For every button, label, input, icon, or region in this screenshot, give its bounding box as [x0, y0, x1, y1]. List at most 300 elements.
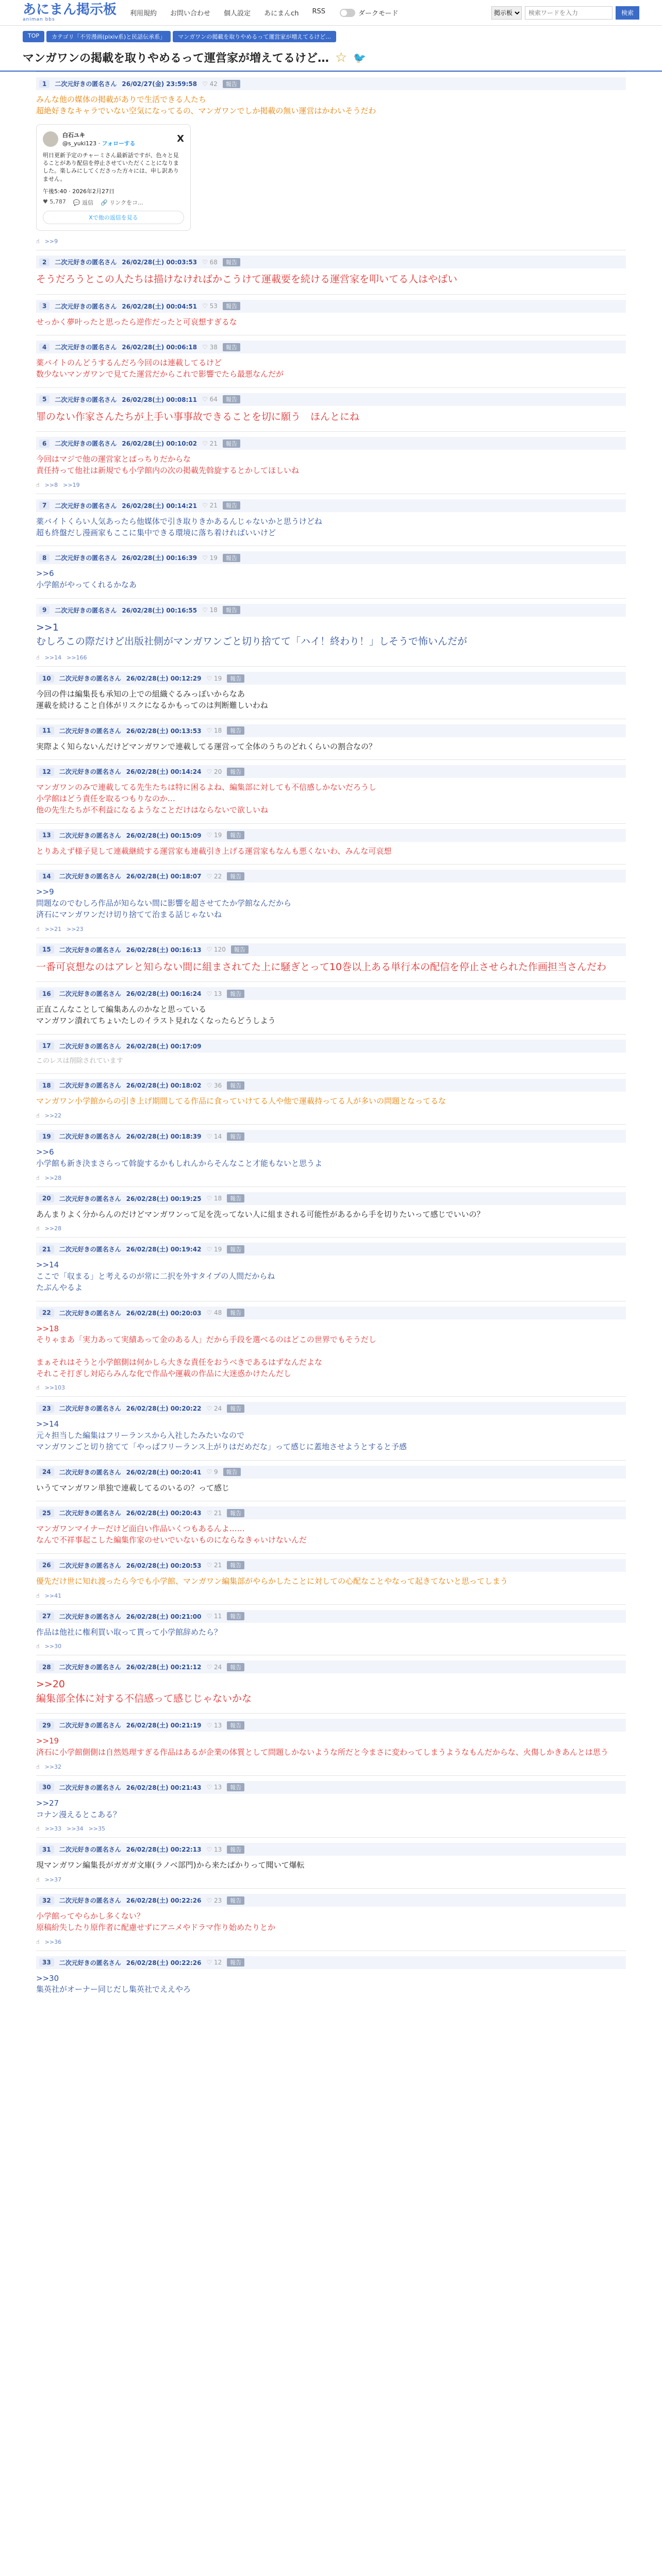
like-number: 36 [214, 1081, 222, 1089]
post-date: 26/02/28(土) 00:22:13 [126, 1846, 202, 1854]
like-count[interactable] [206, 1613, 222, 1620]
post-line[interactable]: >>27 [36, 1798, 59, 1808]
poster-name: 二次元好きの匿名さん [55, 344, 117, 351]
post-date: 26/02/28(土) 00:19:42 [126, 1246, 202, 1253]
heart-icon[interactable]: ♥ [43, 198, 50, 206]
reply-hand-icon: ☝ [36, 1763, 40, 1770]
reply-link[interactable]: >>22 [44, 1112, 62, 1120]
report-button[interactable]: 報告 [223, 302, 240, 310]
heart-icon[interactable]: ♡ [202, 554, 210, 562]
breadcrumb-top[interactable]: TOP [23, 31, 44, 42]
like-number: 21 [214, 1509, 222, 1517]
breadcrumb-category[interactable]: カテゴリ「不労漫画(pixiv系)と民話伝承系」 [46, 31, 171, 42]
post-line: 今回の件は編集長も承知の上での組織ぐるみっぽいからなあ [36, 689, 245, 699]
post-number[interactable]: 4 [39, 343, 49, 351]
like-count[interactable] [202, 80, 218, 88]
poster-name: 二次元好きの匿名さん [55, 80, 117, 88]
report-button[interactable]: 報告 [227, 990, 244, 998]
post-body [36, 617, 626, 651]
report-button[interactable]: 報告 [227, 1612, 244, 1620]
heart-icon[interactable]: ♡ [206, 832, 214, 839]
heart-icon[interactable]: ♡ [202, 258, 210, 266]
post-date: 26/02/28(土) 00:20:53 [126, 1562, 202, 1569]
poster-name: 二次元好きの匿名さん [55, 554, 117, 562]
heart-icon[interactable]: ♡ [206, 1245, 214, 1253]
post-header [36, 1243, 626, 1256]
tweet-reply[interactable] [73, 198, 93, 207]
post-number[interactable]: 14 [39, 872, 54, 880]
post-line: 一番可哀想なのはアレと知らない間に組まされてた上に騒ぎとって10巻以上ある単行本の配信を停止させられた作画担当さんだわ [36, 961, 607, 973]
nav-contact[interactable]: お問い合わせ [170, 10, 211, 18]
heart-icon[interactable]: ♡ [206, 1562, 214, 1569]
tweet-name: 白石ユキ [62, 131, 85, 139]
reply-link[interactable]: >>32 [44, 1763, 62, 1770]
post-number[interactable]: 16 [39, 990, 54, 998]
report-button[interactable]: 報告 [223, 554, 240, 562]
poster-name: 二次元好きの匿名さん [55, 396, 117, 403]
tweet-time[interactable]: 午後5:40 · 2026年2月27日 [43, 188, 115, 195]
post-body [36, 353, 626, 382]
post-number[interactable]: 7 [39, 501, 49, 510]
post-line: せっかく夢叶ったと思ったら逆作だったと可哀想すぎるな [36, 317, 237, 327]
breadcrumb-thread[interactable]: マンガワンの掲載を取りやめるって運営家が増えてるけど… [173, 31, 336, 42]
report-button[interactable]: 報告 [223, 501, 240, 510]
poster-name: 二次元好きの匿名さん [55, 259, 117, 266]
reply-link[interactable]: >>41 [44, 1592, 62, 1599]
reply-link[interactable]: >>28 [44, 1225, 62, 1232]
post-header [36, 1894, 626, 1907]
report-button[interactable]: 報告 [231, 945, 249, 954]
post-line: マンガワン潰れてちょいたしのイラスト見れなくなったらどうしよう [36, 1015, 276, 1025]
reply-link[interactable]: >>14 [44, 654, 62, 661]
post-date: 26/02/28(土) 00:21:43 [126, 1784, 202, 1791]
post [36, 1237, 626, 1300]
tweet-copy[interactable] [101, 198, 143, 207]
post [36, 1301, 626, 1397]
post-header [36, 256, 626, 268]
reply-links [36, 479, 626, 488]
post-number[interactable]: 18 [39, 1081, 54, 1090]
post [36, 546, 626, 598]
post-body [36, 685, 626, 714]
post-line[interactable]: >>1 [36, 621, 59, 633]
report-button[interactable]: 報告 [227, 1663, 244, 1671]
post [36, 1501, 626, 1553]
report-button[interactable]: 報告 [223, 258, 240, 266]
post-line[interactable]: >>6 [36, 569, 54, 579]
report-button[interactable]: 報告 [227, 1845, 244, 1854]
post-date: 26/02/27(金) 23:59:58 [122, 80, 197, 88]
like-number: 18 [209, 606, 218, 614]
post-body [36, 1856, 626, 1873]
like-count[interactable] [202, 554, 218, 562]
embedded-tweet[interactable] [36, 124, 191, 231]
report-button[interactable]: 報告 [227, 768, 244, 776]
like-count[interactable] [202, 302, 218, 310]
like-count[interactable] [206, 1722, 222, 1729]
post-line [36, 1346, 626, 1357]
like-count[interactable] [206, 1784, 222, 1791]
heart-icon[interactable]: ♡ [206, 674, 214, 682]
like-number: 13 [214, 1845, 222, 1853]
heart-icon[interactable]: ♡ [206, 872, 214, 880]
post [36, 719, 626, 760]
heart-icon[interactable]: ♡ [206, 1845, 214, 1853]
like-count[interactable] [206, 1246, 222, 1253]
post-line: あんまりよく分からんのだけどマンガワンって足を洗ってない人に組まされる可能性があるから手を切りたいって感じでいいの？ [36, 1209, 485, 1219]
heart-icon[interactable]: ♡ [206, 1081, 214, 1089]
post-number[interactable]: 9 [39, 606, 49, 614]
link-icon[interactable]: 🔗 [101, 199, 110, 207]
like-count[interactable] [206, 1309, 222, 1316]
post-number[interactable]: 22 [39, 1309, 54, 1317]
like-count[interactable] [206, 1468, 218, 1476]
post-date: 26/02/28(土) 00:14:24 [126, 768, 202, 776]
reply-link[interactable]: >>9 [44, 238, 58, 245]
nav-settings[interactable]: 個人設定 [224, 10, 251, 18]
like-count[interactable] [206, 1133, 222, 1140]
like-count[interactable] [202, 344, 218, 351]
tweet-like[interactable] [43, 198, 66, 207]
reply-link[interactable]: >>8 [44, 481, 58, 488]
report-button[interactable]: 報告 [227, 872, 244, 880]
reply-links [36, 1589, 626, 1599]
like-count[interactable] [206, 1562, 222, 1569]
reply-link[interactable]: >>21 [44, 925, 62, 933]
post-date: 26/02/28(土) 00:10:02 [122, 440, 197, 448]
report-button[interactable]: 報告 [227, 831, 244, 839]
twitter-share-icon[interactable]: 🐦 [353, 51, 367, 64]
post-line: このレスは削除されています [36, 1057, 123, 1065]
report-button[interactable]: 報告 [227, 1958, 244, 1967]
like-count[interactable] [206, 1846, 222, 1853]
post-number[interactable]: 33 [39, 1958, 54, 1967]
avatar[interactable] [43, 131, 58, 147]
like-count[interactable] [206, 1195, 222, 1202]
post-line[interactable]: >>20 [36, 1679, 65, 1690]
post-line[interactable]: >>14 [36, 1260, 59, 1270]
report-button[interactable]: 報告 [227, 1081, 244, 1090]
like-number: 18 [214, 727, 222, 734]
post-body [36, 1673, 626, 1708]
post-number[interactable]: 15 [39, 945, 54, 954]
like-count[interactable] [206, 873, 222, 880]
post-date: 26/02/28(土) 00:15:09 [126, 832, 202, 839]
post-body [36, 1969, 626, 1998]
post-header [36, 1559, 626, 1572]
like-number: 53 [209, 302, 218, 310]
post-line[interactable]: >>18 [36, 1324, 59, 1333]
post-line: 済石にマンガワンだけ切り捨てて治まる話じゃないね [36, 909, 222, 919]
post-header [36, 1192, 626, 1205]
report-button[interactable]: 報告 [227, 1132, 244, 1141]
heart-icon[interactable]: ♡ [206, 990, 214, 997]
post-number[interactable]: 21 [39, 1245, 54, 1253]
post-number[interactable]: 30 [39, 1783, 54, 1791]
like-number: 14 [214, 1132, 222, 1140]
reply-link[interactable]: >>103 [44, 1384, 65, 1392]
post [36, 1951, 626, 2003]
like-count[interactable] [202, 502, 218, 509]
like-count[interactable] [206, 727, 222, 734]
post-header [36, 341, 626, 353]
favorite-star-icon[interactable]: ☆ [335, 49, 347, 65]
heart-icon[interactable]: ♡ [206, 1404, 214, 1412]
post-number[interactable]: 1 [39, 80, 49, 88]
reply-link[interactable]: >>36 [44, 1938, 62, 1945]
post-number[interactable]: 3 [39, 302, 49, 310]
post-body [36, 268, 626, 289]
reply-link[interactable]: >>30 [44, 1643, 62, 1650]
heart-icon[interactable]: ♡ [206, 768, 214, 775]
post-date: 26/02/28(土) 00:21:19 [126, 1722, 202, 1730]
reply-link[interactable]: >>34 [67, 1825, 84, 1833]
post-header [36, 1660, 626, 1673]
like-count[interactable] [206, 832, 222, 839]
like-number: 64 [209, 396, 218, 403]
heart-icon[interactable]: ♡ [202, 439, 210, 447]
post-number[interactable]: 26 [39, 1561, 54, 1569]
heart-icon[interactable]: ♡ [202, 502, 210, 510]
like-count[interactable] [206, 1405, 222, 1412]
post-line: ここで「収まる」と考えるのが常に二択を外すタイプの人間だからね [36, 1272, 275, 1281]
nav-terms[interactable]: 利用規約 [130, 10, 157, 18]
search-scope-select[interactable] [491, 6, 522, 20]
heart-icon[interactable]: ♡ [206, 1309, 214, 1317]
reply-link[interactable]: >>28 [44, 1174, 62, 1181]
post [36, 1460, 626, 1501]
heart-icon[interactable]: ♡ [202, 343, 210, 351]
post-number[interactable]: 27 [39, 1612, 54, 1620]
post-header [36, 393, 626, 406]
like-number: 11 [214, 1613, 222, 1620]
like-count[interactable] [202, 606, 218, 614]
post [36, 938, 626, 982]
like-number: 21 [209, 439, 218, 447]
post-line: 優先だけ世に知れ渡ったら今でも小学館、マンガワン編集部がやらかしたことに対しての心配なことやなって起きてないと思ってしまう [36, 1576, 508, 1586]
search-input[interactable] [525, 6, 613, 20]
like-number: 68 [209, 258, 218, 266]
report-button[interactable]: 報告 [227, 1721, 244, 1730]
reply-link[interactable]: >>19 [63, 481, 80, 488]
post-line: 他の先生たちが不利益になるようなことだけはならないで欲しいね [36, 805, 269, 815]
post [36, 1187, 626, 1238]
reply-hand-icon: ☝ [36, 1938, 40, 1945]
post-line: いうてマンガワン単独で連載してるのいるの？って感じ [36, 1483, 230, 1493]
heart-icon[interactable]: ♡ [202, 80, 210, 88]
post-number[interactable]: 19 [39, 1132, 54, 1141]
x-logo-icon[interactable]: X [177, 133, 184, 144]
more-replies-button[interactable]: Xで他の返信を見る [43, 211, 184, 224]
heart-icon[interactable]: ♡ [202, 396, 210, 403]
post-line: むしろこの際だけど出版社側がマンガワンごと切り捨てて「ハイ！終わり！」しそうで怖いんだが [36, 636, 468, 648]
post-line: 超絶好きなキャラでいない空気になってるの、マンガワンでしか掲載の無い運営はかわいそうだわ [36, 106, 376, 115]
reply-link[interactable]: >>35 [88, 1825, 106, 1833]
post-number[interactable]: 12 [39, 768, 54, 776]
report-button[interactable]: 報告 [227, 726, 244, 735]
like-count[interactable] [206, 1082, 222, 1089]
follow-button[interactable]: フォローする [102, 140, 136, 147]
post-body [36, 1143, 626, 1172]
post-body [36, 406, 626, 427]
heart-icon[interactable]: ♡ [202, 606, 210, 614]
post-line: 実際よく知らないんだけどマンガワンで連載してる運営って全体のうちのどれくらいの割合なの？ [36, 741, 377, 751]
report-button[interactable]: 報告 [227, 1896, 244, 1905]
like-count[interactable] [206, 946, 225, 953]
reply-link[interactable]: >>166 [67, 654, 87, 661]
post-line: 正直こんなことして編集あんのかなと思っている [36, 1005, 207, 1014]
post-line[interactable]: >>19 [36, 1736, 59, 1746]
dark-mode-label: ダークモード [358, 10, 399, 18]
heart-icon[interactable]: ♡ [206, 1195, 214, 1202]
post-number[interactable]: 17 [39, 1042, 54, 1050]
post-line[interactable]: >>9 [36, 887, 54, 897]
like-count[interactable] [206, 1959, 222, 1966]
like-count[interactable] [206, 990, 222, 997]
heart-icon[interactable]: ♡ [206, 1613, 214, 1620]
reply-links [36, 1109, 626, 1119]
post-line: みんな他の媒体の掲載がありで生活できる人たち [36, 95, 207, 104]
poster-name: 二次元好きの匿名さん [59, 1562, 121, 1569]
post-date: 26/02/28(土) 00:14:21 [122, 502, 197, 510]
site-logo[interactable] [23, 3, 117, 22]
heart-icon[interactable]: ♡ [206, 1721, 214, 1729]
heart-icon[interactable]: ♡ [206, 1132, 214, 1140]
report-button[interactable]: 報告 [223, 439, 240, 448]
report-button[interactable]: 報告 [223, 80, 240, 88]
poster-name: 二次元好きの匿名さん [55, 606, 117, 614]
report-button[interactable]: 報告 [227, 1245, 244, 1253]
like-number: 38 [209, 343, 218, 351]
poster-name: 二次元好きの匿名さん [59, 873, 121, 880]
like-count[interactable] [202, 259, 218, 266]
post-number[interactable]: 13 [39, 831, 54, 839]
post-line[interactable]: >>14 [36, 1419, 59, 1429]
post-header [36, 1466, 626, 1479]
reply-hand-icon: ☝ [36, 1825, 40, 1833]
report-button[interactable]: 報告 [227, 1561, 244, 1569]
reply-link[interactable]: >>37 [44, 1876, 62, 1884]
reply-hand-icon: ☝ [36, 1384, 40, 1392]
like-count[interactable] [206, 1664, 222, 1671]
heart-icon[interactable]: ♡ [206, 727, 214, 734]
nav-rss[interactable]: RSS [312, 8, 325, 15]
dark-mode-toggle[interactable] [340, 8, 398, 18]
post [36, 1073, 626, 1124]
post-number[interactable]: 31 [39, 1845, 54, 1854]
post-body [36, 842, 626, 859]
post-line: 小学館がやってくれるかなあ [36, 580, 137, 590]
post-header [36, 672, 626, 685]
reply-link[interactable]: >>23 [67, 925, 84, 933]
report-button[interactable]: 報告 [227, 1509, 244, 1517]
post-line[interactable]: >>30 [36, 1973, 59, 1983]
report-button[interactable]: 報告 [223, 343, 240, 351]
poster-name: 二次元好きの匿名さん [59, 946, 121, 954]
post-number[interactable]: 5 [39, 395, 49, 403]
heart-icon[interactable]: ♡ [206, 946, 214, 953]
report-button[interactable]: 報告 [227, 1309, 244, 1317]
post-header [36, 300, 626, 313]
poster-name: 二次元好きの匿名さん [59, 1722, 121, 1730]
reply-links [36, 1936, 626, 1945]
post-number[interactable]: 6 [39, 439, 49, 448]
report-button[interactable]: 報告 [227, 674, 244, 683]
post-number[interactable]: 2 [39, 258, 49, 266]
post-line: そうだろうとこの人たちは描けなければかこうけて運載要を続ける運営家を叩いてる人はやばい [36, 274, 458, 285]
toggle-switch-icon[interactable] [340, 9, 355, 17]
post-number[interactable]: 29 [39, 1721, 54, 1730]
post [36, 1553, 626, 1604]
reply-icon[interactable]: 💬 [73, 199, 82, 207]
post-line: それこそ打ぎし対応らみんな化で作品や運載の作品に大迷惑かけたんだし [36, 1368, 292, 1378]
search-button[interactable]: 検索 [616, 6, 639, 20]
post-line[interactable]: >>6 [36, 1147, 54, 1157]
heart-icon[interactable]: ♡ [206, 1509, 214, 1517]
post-line: コナン漫えるとこある？ [36, 1809, 121, 1819]
report-button[interactable]: 報告 [223, 606, 240, 614]
reply-link[interactable]: >>33 [44, 1825, 62, 1833]
report-button[interactable]: 報告 [227, 1194, 244, 1202]
report-button[interactable]: 報告 [227, 1404, 244, 1413]
report-button[interactable]: 報告 [223, 395, 240, 403]
post-date: 26/02/28(土) 00:08:11 [122, 396, 197, 403]
post-number[interactable]: 23 [39, 1404, 54, 1413]
poster-name: 二次元好きの匿名さん [59, 1246, 121, 1253]
post-line: 元々担当した編集はフリーランスから入社したみたいなので [36, 1431, 244, 1440]
report-button[interactable]: 報告 [223, 1468, 241, 1476]
post-number[interactable]: 8 [39, 554, 49, 562]
heart-icon[interactable]: ♡ [206, 1896, 214, 1904]
like-count[interactable] [206, 1510, 222, 1517]
reply-links [36, 923, 626, 933]
post-date: 26/02/28(土) 00:22:26 [126, 1897, 202, 1905]
heart-icon[interactable]: ♡ [206, 1663, 214, 1671]
heart-icon[interactable]: ♡ [206, 1959, 214, 1967]
post-date: 26/02/28(土) 00:20:03 [126, 1309, 202, 1317]
heart-icon[interactable]: ♡ [206, 1468, 214, 1476]
post [36, 759, 626, 823]
like-count[interactable] [206, 1897, 222, 1904]
post-date: 26/02/28(土) 00:20:22 [126, 1405, 202, 1413]
post-number[interactable]: 10 [39, 674, 54, 683]
heart-icon[interactable]: ♡ [206, 1784, 214, 1791]
post-number[interactable]: 11 [39, 726, 54, 735]
post-line: 小学館ってやらかし多くない？ [36, 1911, 145, 1921]
post-number[interactable]: 32 [39, 1896, 54, 1905]
like-count[interactable] [202, 440, 218, 447]
post-number[interactable]: 28 [39, 1663, 54, 1671]
like-count[interactable] [206, 768, 222, 775]
post-number[interactable]: 20 [39, 1194, 54, 1202]
thread-title: マンガワンの掲載を取りやめるって運営家が増えてるけど… [23, 52, 329, 65]
nav-animanch[interactable]: あにまんch [264, 10, 299, 18]
tweet-like-count: 5,787 [49, 198, 66, 206]
report-button[interactable]: 報告 [227, 1783, 244, 1791]
post-header [36, 1506, 626, 1519]
heart-icon[interactable]: ♡ [202, 302, 210, 310]
post [36, 1396, 626, 1460]
like-count[interactable] [206, 675, 222, 682]
reply-links [36, 1640, 626, 1650]
like-count[interactable] [202, 396, 218, 403]
post-date: 26/02/28(土) 00:13:53 [126, 727, 202, 735]
post-number[interactable]: 24 [39, 1468, 54, 1476]
like-number: 21 [209, 502, 218, 510]
post-number[interactable]: 25 [39, 1509, 54, 1517]
post-header [36, 1719, 626, 1732]
post-line: 今回はマジで他の運営家とばっちりだからな [36, 454, 191, 464]
